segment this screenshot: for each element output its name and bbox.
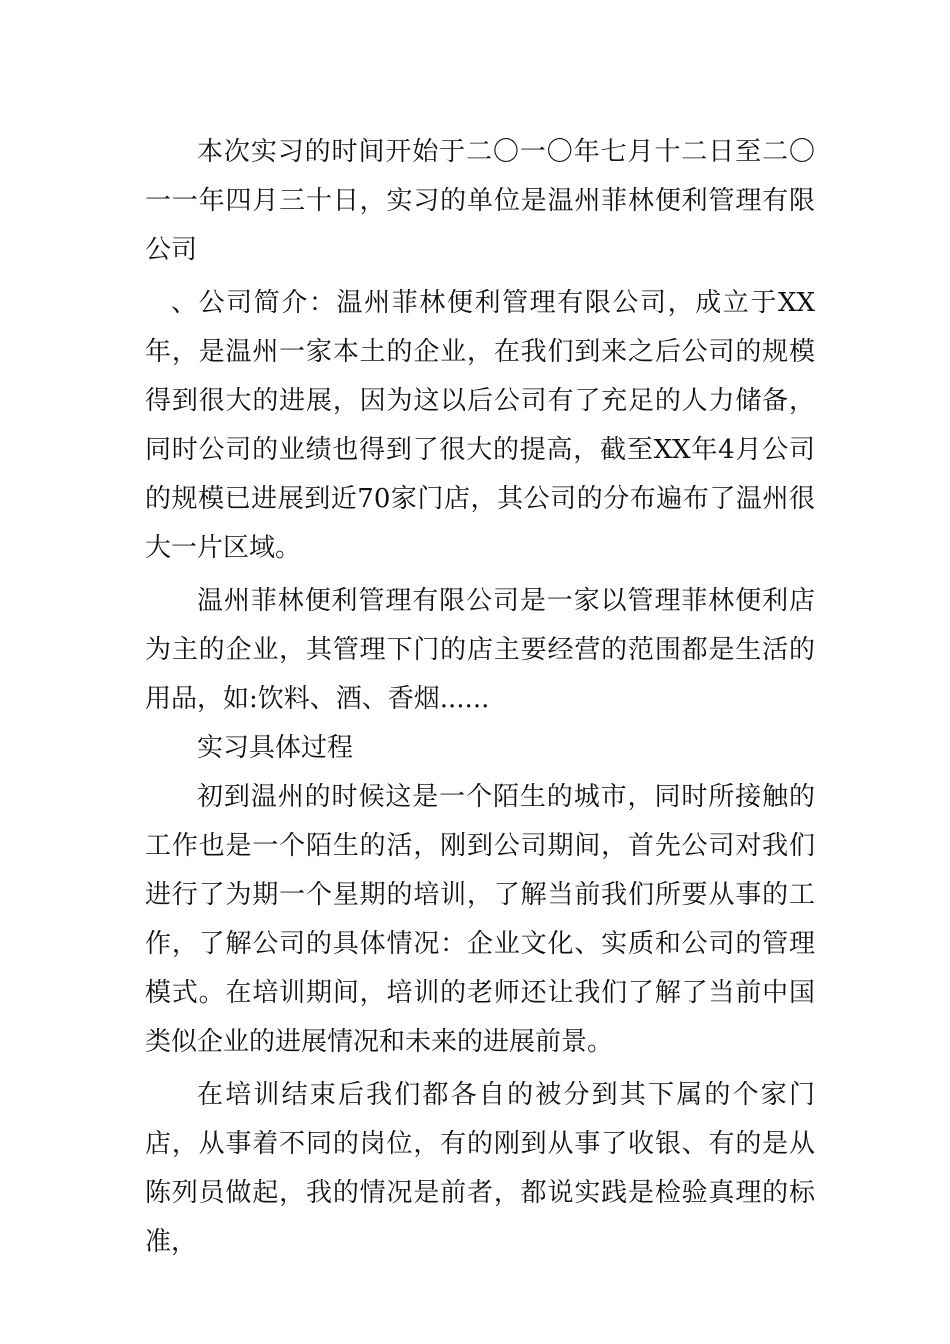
section-heading-internship-process: 实习具体过程 [197, 733, 354, 763]
paragraph-arrival-training: 初到温州的时候这是一个陌生的城市，同时所接触的工作也是一个陌生的活，刚到公司期间，首先公司对我们进行了为期一个星期的培训，了解当前我们所要从事的工作，了解公司的具体情况：企业文化、实质和公司的管理模式。在培训期间，培训的老师还让我们了解了当前中国类似企业的进展情况和未来的进展前景。 [145, 782, 815, 1057]
document-body [145, 128, 815, 1267]
paragraph-internship-period: 本次实习的时间开始于二〇一〇年七月十二日至二〇一一年四月三十日，实习的单位是温州菲林便利管理有限公司 [145, 137, 815, 265]
paragraph-company-business: 温州菲林便利管理有限公司是一家以管理菲林便利店为主的企业，其管理下门的店主要经营的范围都是生活的用品，如:饮料、酒、香烟...... [145, 586, 815, 714]
paragraph-store-assignment: 在培训结束后我们都各自的被分到其下属的个家门店，从事着不同的岗位，有的刚到从事了收银、有的是从陈列员做起，我的情况是前者，都说实践是检验真理的标准， [145, 1080, 815, 1257]
paragraph-company-intro: 、公司简介：温州菲林便利管理有限公司，成立于XX年，是温州一家本土的企业，在我们到来之后公司的规模得到很大的进展，因为这以后公司有了充足的人力储备，同时公司的业绩也得到了很大的提高，截至XX年4月公司的规模已进展到近70家门店，其公司的分布遍布了温州很大一片区域。 [145, 288, 815, 563]
